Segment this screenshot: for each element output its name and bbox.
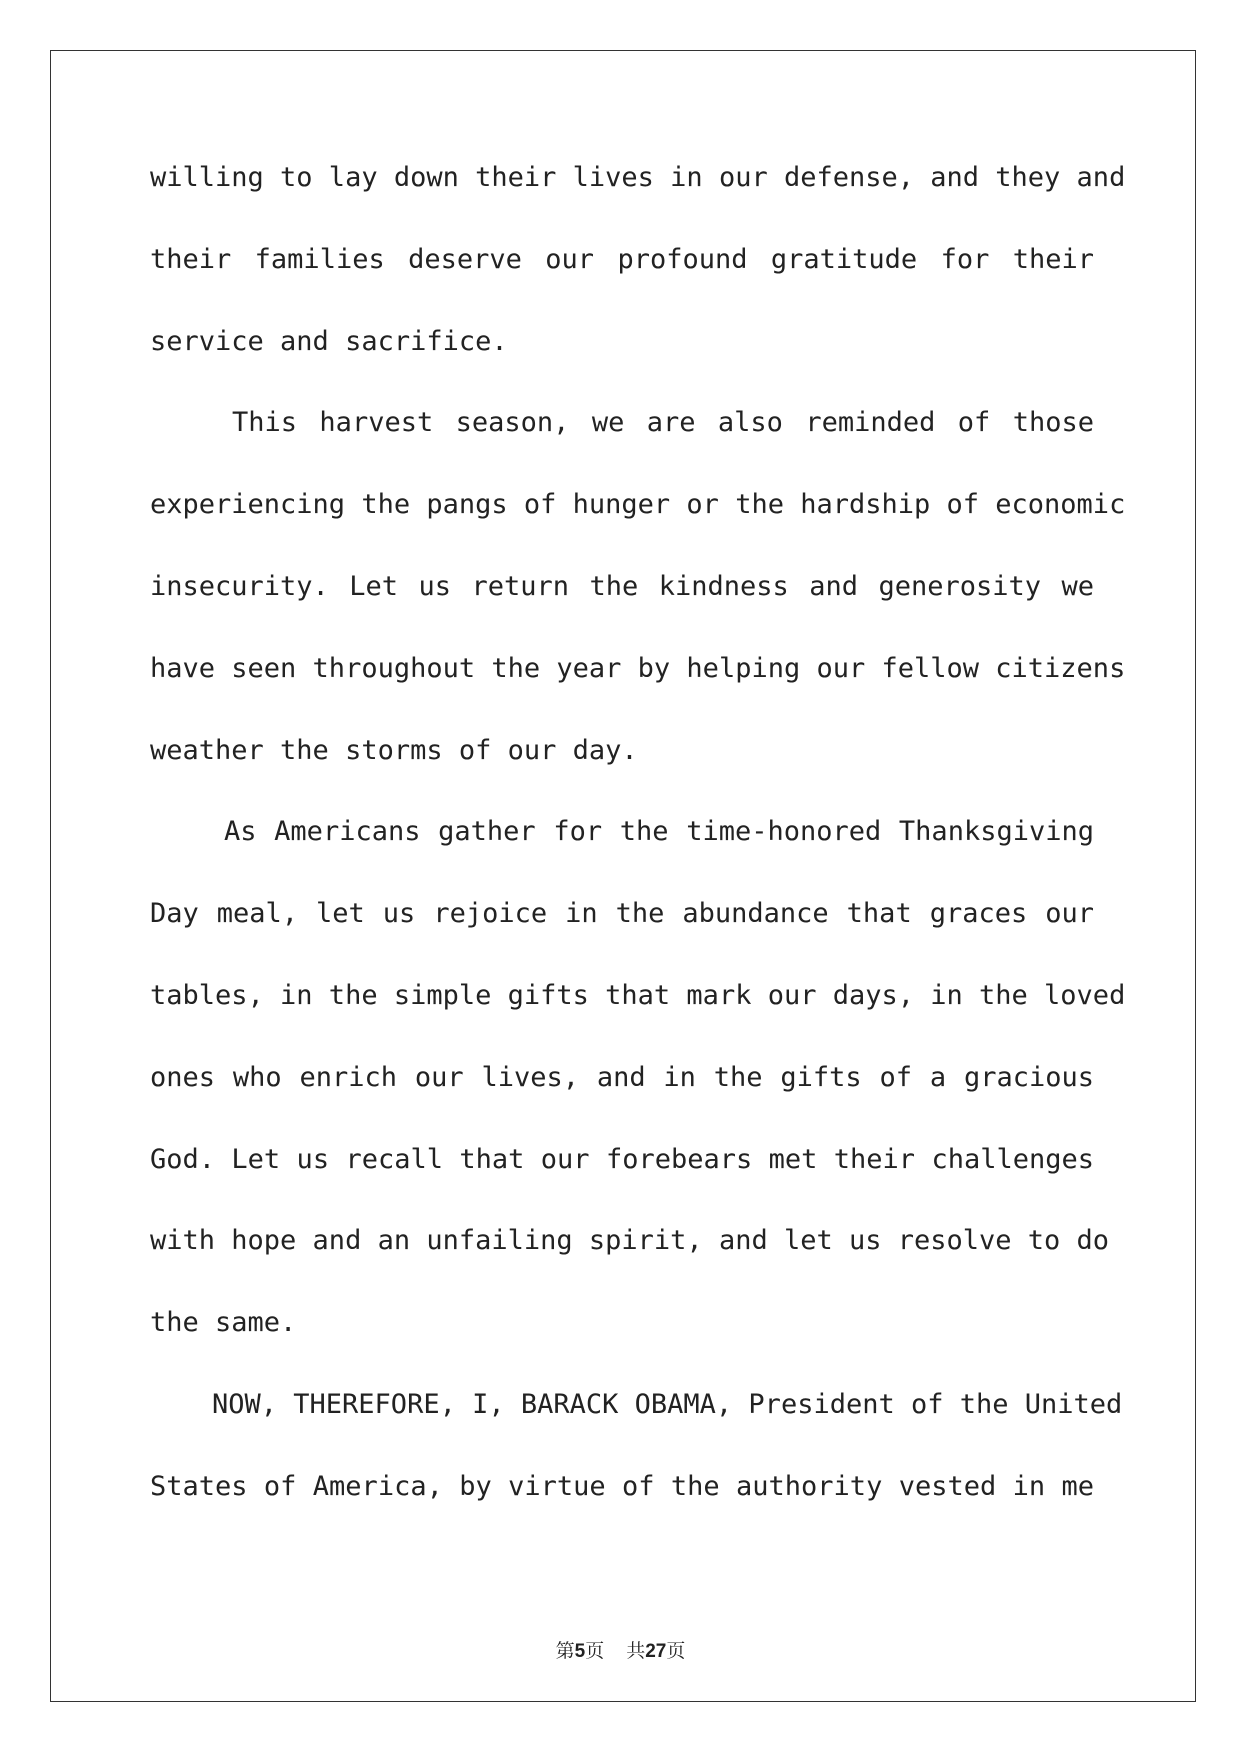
text-line: insecurity. Let us return the kindness and generosity we [150, 570, 1094, 602]
text-line: with hope and an unfailing spirit, and let us resolve to do [150, 1225, 1110, 1257]
total-prefix: 共 [626, 1640, 646, 1662]
text-line: tables, in the simple gifts that mark our days, in the loved [150, 979, 1126, 1011]
paragraph-start-line: This harvest season, we are also reminded of those [232, 407, 1094, 439]
text-line: weather the storms of our day. [150, 734, 638, 766]
text-line: God. Let us recall that our forebears met their challenges [150, 1143, 1094, 1175]
page-suffix: 页 [585, 1640, 605, 1662]
text-line: service and sacrifice. [150, 325, 508, 357]
text-line: experiencing the pangs of hunger or the hardship of economic [150, 489, 1126, 521]
page-prefix: 第 [555, 1640, 575, 1662]
text-line: the same. [150, 1307, 297, 1339]
text-line: Day meal, let us rejoice in the abundance that graces our [150, 898, 1094, 930]
text-line: ones who enrich our lives, and in the gifts of a gracious [150, 1061, 1094, 1093]
text-line: have seen throughout the year by helping our fellow citizens [150, 652, 1126, 684]
page-footer [0, 1636, 1241, 1663]
document-body [150, 158, 1126, 1549]
page-number: 5 [574, 1641, 586, 1662]
paragraph-start-line: As Americans gather for the time-honored Thanksgiving [224, 816, 1094, 848]
paragraph-start-line: NOW, THEREFORE, I, BARACK OBAMA, President of the United [212, 1388, 1123, 1420]
text-line: States of America, by virtue of the authority vested in me [150, 1470, 1094, 1502]
text-line: their families deserve our profound gratitude for their [150, 243, 1094, 275]
total-suffix: 页 [666, 1640, 686, 1662]
text-line: willing to lay down their lives in our defense, and they and [150, 162, 1126, 193]
total-pages: 27 [645, 1641, 667, 1662]
